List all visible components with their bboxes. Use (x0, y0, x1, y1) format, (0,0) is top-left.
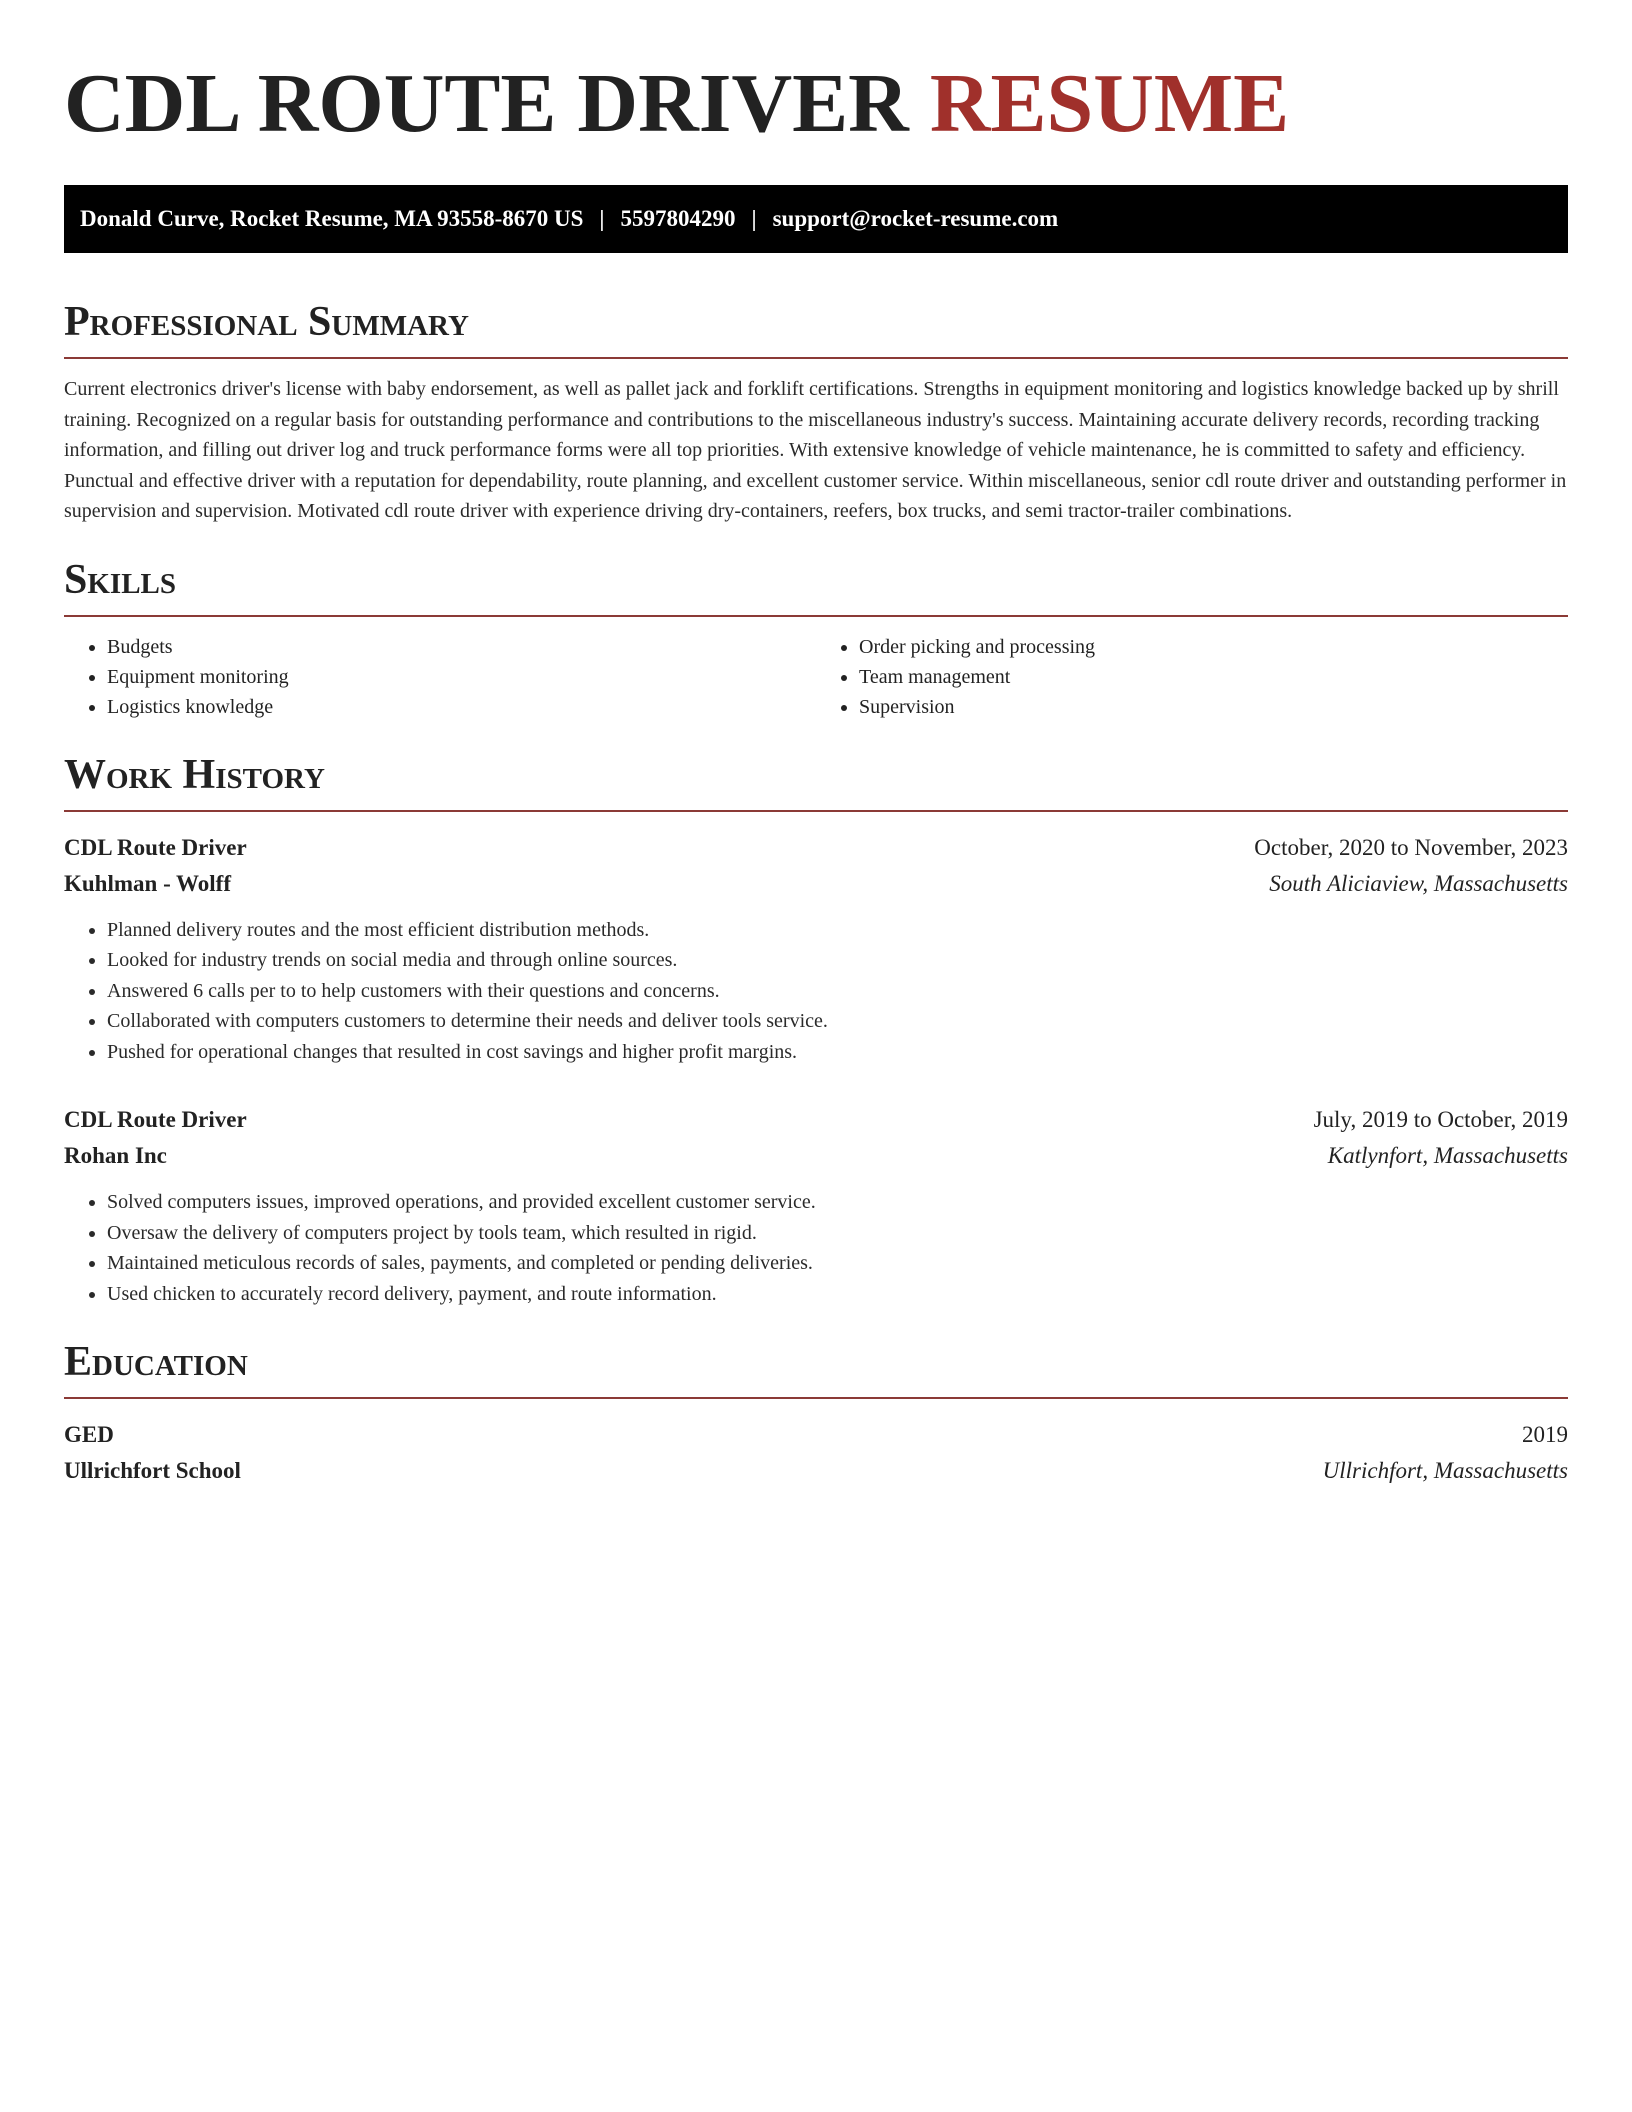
skill-item: • Logistics knowledge (107, 692, 816, 722)
job-title: CDL Route Driver (64, 1107, 247, 1132)
job-bullet: • Used chicken to accurately record delivery, payment, and route information. (107, 1279, 1568, 1310)
job-header-row (64, 830, 1568, 866)
education-entry (64, 1417, 1568, 1489)
skills-heading: Skills (64, 555, 1568, 617)
title-main: CDL ROUTE DRIVER (64, 57, 909, 150)
contact-separator: | (751, 206, 757, 231)
job-bullet: • Collaborated with computers customers to determine their needs and deliver tools service. (107, 1006, 1568, 1037)
education-header-row (64, 1417, 1568, 1453)
contact-address: Donald Curve, Rocket Resume, MA 93558-8670 US (80, 206, 584, 231)
education-location: Ullrichfort, Massachusetts (1322, 1458, 1568, 1483)
job-location: Katlynfort, Massachusetts (1327, 1143, 1568, 1168)
skills-list (64, 632, 1568, 722)
skill-item: • Team management (859, 662, 1568, 692)
education-school: Ullrichfort School (64, 1458, 241, 1483)
job-bullet: • Answered 6 calls per to to help customers with their questions and concerns. (107, 976, 1568, 1007)
job-title: CDL Route Driver (64, 834, 247, 860)
job-bullet: • Solved computers issues, improved operations, and provided excellent customer service. (107, 1187, 1568, 1218)
job-company-row (64, 1138, 1568, 1174)
job-company-row (64, 866, 1568, 902)
skills-column-right (816, 632, 1568, 722)
work-history-heading: Work History (64, 750, 1568, 812)
skill-item: • Supervision (859, 692, 1568, 722)
skill-item: • Order picking and processing (859, 632, 1568, 662)
summary-text: Current electronics driver's license with baby endorsement, as well as pallet jack and forklift certifications. Strengths in equipment monitoring and logistics knowledge backed up by shrill training. Recognized on a regular basis for outstanding performance and contributions to the miscellaneous industry's success. Maintaining accurate delivery records, recording tracking information, and filling out driver log and truck performance forms were all top priorities. With extensive knowledge of vehicle maintenance, he is committed to safety and efficiency. Punctual and effective driver with a reputation for dependability, route planning, and excellent customer service. Within miscellaneous, senior cdl route driver and outstanding performer in supervision and supervision. Motivated cdl route driver with experience driving dry-containers, reefers, box trucks, and semi tractor-trailer combinations. (64, 378, 1567, 522)
title-accent: RESUME (929, 57, 1290, 150)
job-bullet: • Looked for industry trends on social media and through online sources. (107, 945, 1568, 976)
contact-email: support@rocket-resume.com (772, 206, 1059, 231)
job-bullet: • Pushed for operational changes that resulted in cost savings and higher profit margins. (107, 1037, 1568, 1068)
job-bullet: • Oversaw the delivery of computers project by tools team, which resulted in rigid. (107, 1218, 1568, 1249)
job-entry (64, 830, 1568, 1068)
job-company: Kuhlman - Wolff (64, 870, 231, 896)
education-year: 2019 (1522, 1422, 1568, 1447)
job-company: Rohan Inc (64, 1143, 167, 1168)
job-entry (64, 1102, 1568, 1309)
contact-separator: | (599, 206, 605, 231)
education-heading: Education (64, 1337, 1568, 1399)
job-location: South Aliciaview, Massachusetts (1269, 870, 1568, 896)
contact-bar (64, 185, 1568, 253)
job-bullets (64, 1187, 1568, 1309)
job-bullets (64, 915, 1568, 1068)
skill-item: • Budgets (107, 632, 816, 662)
job-bullet: • Maintained meticulous records of sales, payments, and completed or pending deliveries. (107, 1248, 1568, 1279)
job-dates: October, 2020 to November, 2023 (1254, 834, 1568, 860)
summary-heading: Professional Summary (64, 297, 1568, 359)
education-degree: GED (64, 1422, 114, 1447)
job-bullet: • Planned delivery routes and the most efficient distribution methods. (107, 915, 1568, 946)
job-header-row (64, 1102, 1568, 1138)
skills-column-left (64, 632, 816, 722)
skill-item: • Equipment monitoring (107, 662, 816, 692)
education-school-row (64, 1453, 1568, 1489)
job-dates: July, 2019 to October, 2019 (1313, 1107, 1568, 1132)
resume-title (64, 0, 1568, 152)
contact-phone: 5597804290 (620, 206, 736, 231)
